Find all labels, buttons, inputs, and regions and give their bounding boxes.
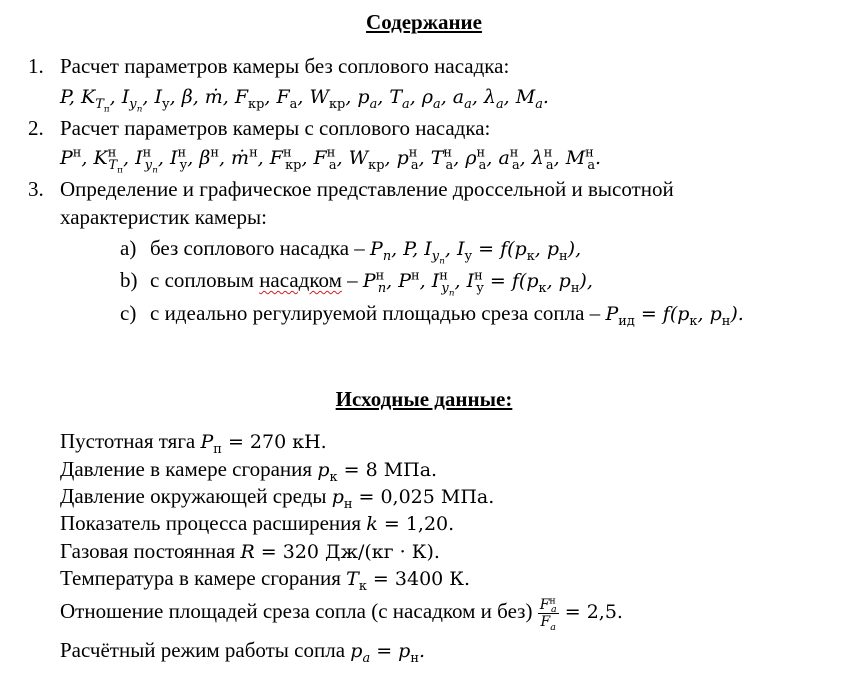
subitem-c-letter: c)	[120, 301, 137, 325]
item-3-text-line2: характеристик камеры:	[60, 205, 267, 229]
subitem-b-text-post: –	[341, 268, 358, 292]
data-value: 270 кН.	[249, 431, 327, 453]
subitem-c-text: с идеально регулируемой площадью среза сопла –	[150, 301, 601, 325]
data-label: Показатель процесса расширения	[60, 511, 362, 535]
area-ratio-fraction: $\frac{F^н_a}{F_a}$	[539, 595, 557, 633]
data-label: Пустотная тяга	[60, 429, 196, 453]
subitem-a-text: без соплового насадка –	[150, 236, 365, 260]
data-label: Давление в камере сгорания	[60, 457, 313, 481]
item-2-text: Расчет параметров камеры с соплового насадка:	[60, 116, 491, 140]
data-row-expansion-index: Показатель процесса расширения k = 1,20.	[60, 511, 455, 535]
data-value: 2,5.	[586, 601, 623, 623]
data-label: Газовая постоянная	[60, 539, 236, 563]
data-row-chamber-pressure: Давление в камере сгорания $p_к = 8$ МПа.	[60, 457, 438, 485]
subitem-c	[150, 300, 744, 327]
data-label: Давление окружающей среды	[60, 484, 327, 508]
item-3-text-line1: Определение и графическое представление дроссельной и высотной	[60, 177, 674, 201]
contents-heading: Содержание	[366, 10, 482, 34]
subitem-a	[150, 235, 582, 267]
data-row-thrust: Пустотная тяга $P_п = 270$ кН.	[60, 429, 327, 457]
data-row-gas-constant: Газовая постоянная R = 320 Дж/(кг · К).	[60, 539, 440, 563]
subitem-a-letter: a)	[120, 236, 137, 260]
data-value: 320 Дж/(кг · К).	[282, 541, 440, 563]
item-1-text: Расчет параметров камеры без соплового насадка:	[60, 54, 510, 78]
data-row-chamber-temperature: Температура в камере сгорания $T_к = 3400$ К.	[60, 566, 471, 594]
data-value: 3400 К.	[394, 568, 471, 590]
item-1-number: 1.	[28, 54, 44, 78]
subitem-b-letter: b)	[120, 268, 138, 292]
subitem-b-text-spellcheck: насадком	[259, 268, 342, 292]
data-value: 1,20.	[405, 513, 455, 535]
data-label: Расчётный режим работы сопла	[60, 638, 346, 662]
data-row-area-ratio: Отношение площадей среза сопла (с насадком и без) $\frac{F^н_a}{F_a}$ = 2,5.	[60, 595, 623, 633]
item-2-number: 2.	[28, 116, 44, 140]
data-row-design-mode: Расчётный режим работы сопла $p_a = p_н$.	[60, 638, 425, 666]
subitem-c-formula: $P_{ид} = f(p_к$, $p_н$).	[605, 303, 744, 329]
source-data-heading: Исходные данные:	[335, 387, 513, 411]
item-3-number: 3.	[28, 177, 44, 201]
data-row-ambient-pressure: Давление окружающей среды $p_н = 0,025$ МПа.	[60, 484, 495, 512]
item-1-formula: P, $K_{T_п}$, $I_{у_п}$, $I_у$, β, ṁ, $F_{кр}$, $F_а$, $W_{кр}$, $p_a$, $T_a$, $\rho_a$, $a_a$, $\lambda_a$, $M_a$.	[60, 86, 549, 115]
subitem-a-formula: $P_n$, P, $I_{у_п}$, $I_у = f(p_к$, $p_н$),	[370, 238, 582, 267]
subitem-b	[150, 267, 593, 299]
item-2-formula: $P^н$, $K^н_{T_п}$, $I^н_{у_п}$, $I^н_у$, $\beta^н$, ṁ$^н$, $F^н_{кр}$, $F^н_а$, $W_{кр}$, $p^н_а$, $T^н_а$, $\rho^н_а$, $a^н_а$, $\lambda^н_а$, $M^н_а$.	[60, 145, 602, 176]
data-value: 0,025 МПа.	[380, 486, 495, 508]
data-label: Отношение площадей среза сопла (с насадком и без)	[60, 599, 533, 623]
subitem-b-formula: $P^н_n$, $P^н$, $I^н_{у_п}$, $I^н_у = f(p_к$, $p_н$),	[362, 268, 593, 299]
data-value: 8 МПа.	[365, 459, 438, 481]
subitem-b-text-pre: с сопловым	[150, 268, 260, 292]
data-label: Температура в камере сгорания	[60, 566, 341, 590]
